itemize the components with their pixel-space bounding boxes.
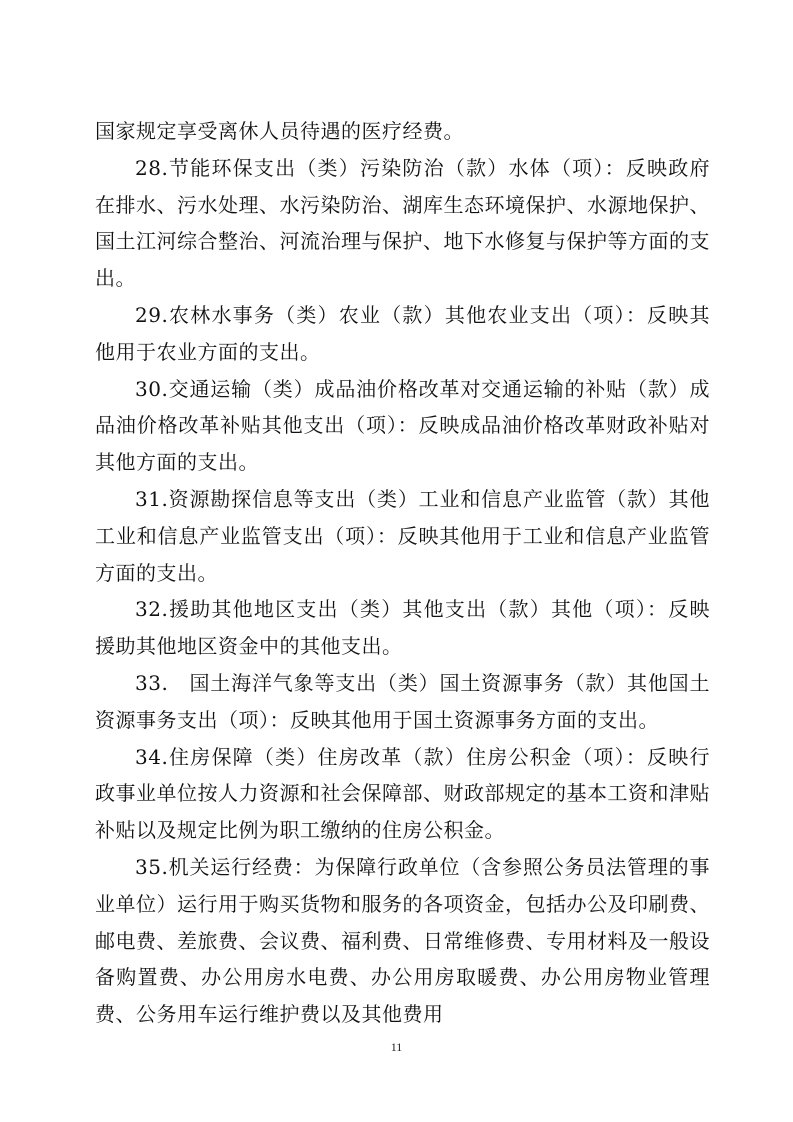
paragraph-item-28: 28.节能环保支出（类）污染防治（款）水体（项）：反映政府在排水、污水处理、水污染防治、湖库生态环境保护、水源地保护、国土江河综合整治、河流治理与保护、地下水修复与保护等方面的支出。 <box>95 155 710 291</box>
page-number: 11 <box>390 1040 403 1054</box>
paragraph-item-33: 33. 国土海洋气象等支出（类）国土资源事务（款）其他国土资源事务支出（项）：反映其他用于国土资源事务方面的支出。 <box>95 670 710 732</box>
paragraph-item-30: 30.交通运输（类）成品油价格改革对交通运输的补贴（款）成品油价格改革补贴其他支出（项）：反映成品油价格改革财政补贴对其他方面的支出。 <box>95 376 710 475</box>
paragraph-item-29: 29.农林水事务（类）农业（款）其他农业支出（项）：反映其他用于农业方面的支出。 <box>95 302 710 364</box>
paragraph-continuation: 国家规定享受离休人员待遇的医疗经费。 <box>95 119 464 143</box>
paragraph-item-35: 35.机关运行经费：为保障行政单位（含参照公务员法管理的事业单位）运行用于购买货物和服务的各项资金，包括办公及印刷费、邮电费、差旅费、会议费、福利费、日常维修费、专用材料及一般设备购置费、办公用房水电费、办公用房取暖费、办公用房物业管理费、公务用车运行维护费以及其他费用 <box>95 854 710 1027</box>
body-text <box>95 113 710 1033</box>
paragraph-item-34: 34.住房保障（类）住房改革（款）住房公积金（项）：反映行政事业单位按人力资源和社会保障部、财政部规定的基本工资和津贴补贴以及规定比例为职工缴纳的住房公积金。 <box>95 744 710 843</box>
paragraph-item-32: 32.援助其他地区支出（类）其他支出（款）其他（项）：反映援助其他地区资金中的其他支出。 <box>95 597 710 659</box>
paragraph-item-31: 31.资源勘探信息等支出（类）工业和信息产业监管（款）其他工业和信息产业监管支出（项）：反映其他用于工业和信息产业监管方面的支出。 <box>95 486 710 585</box>
